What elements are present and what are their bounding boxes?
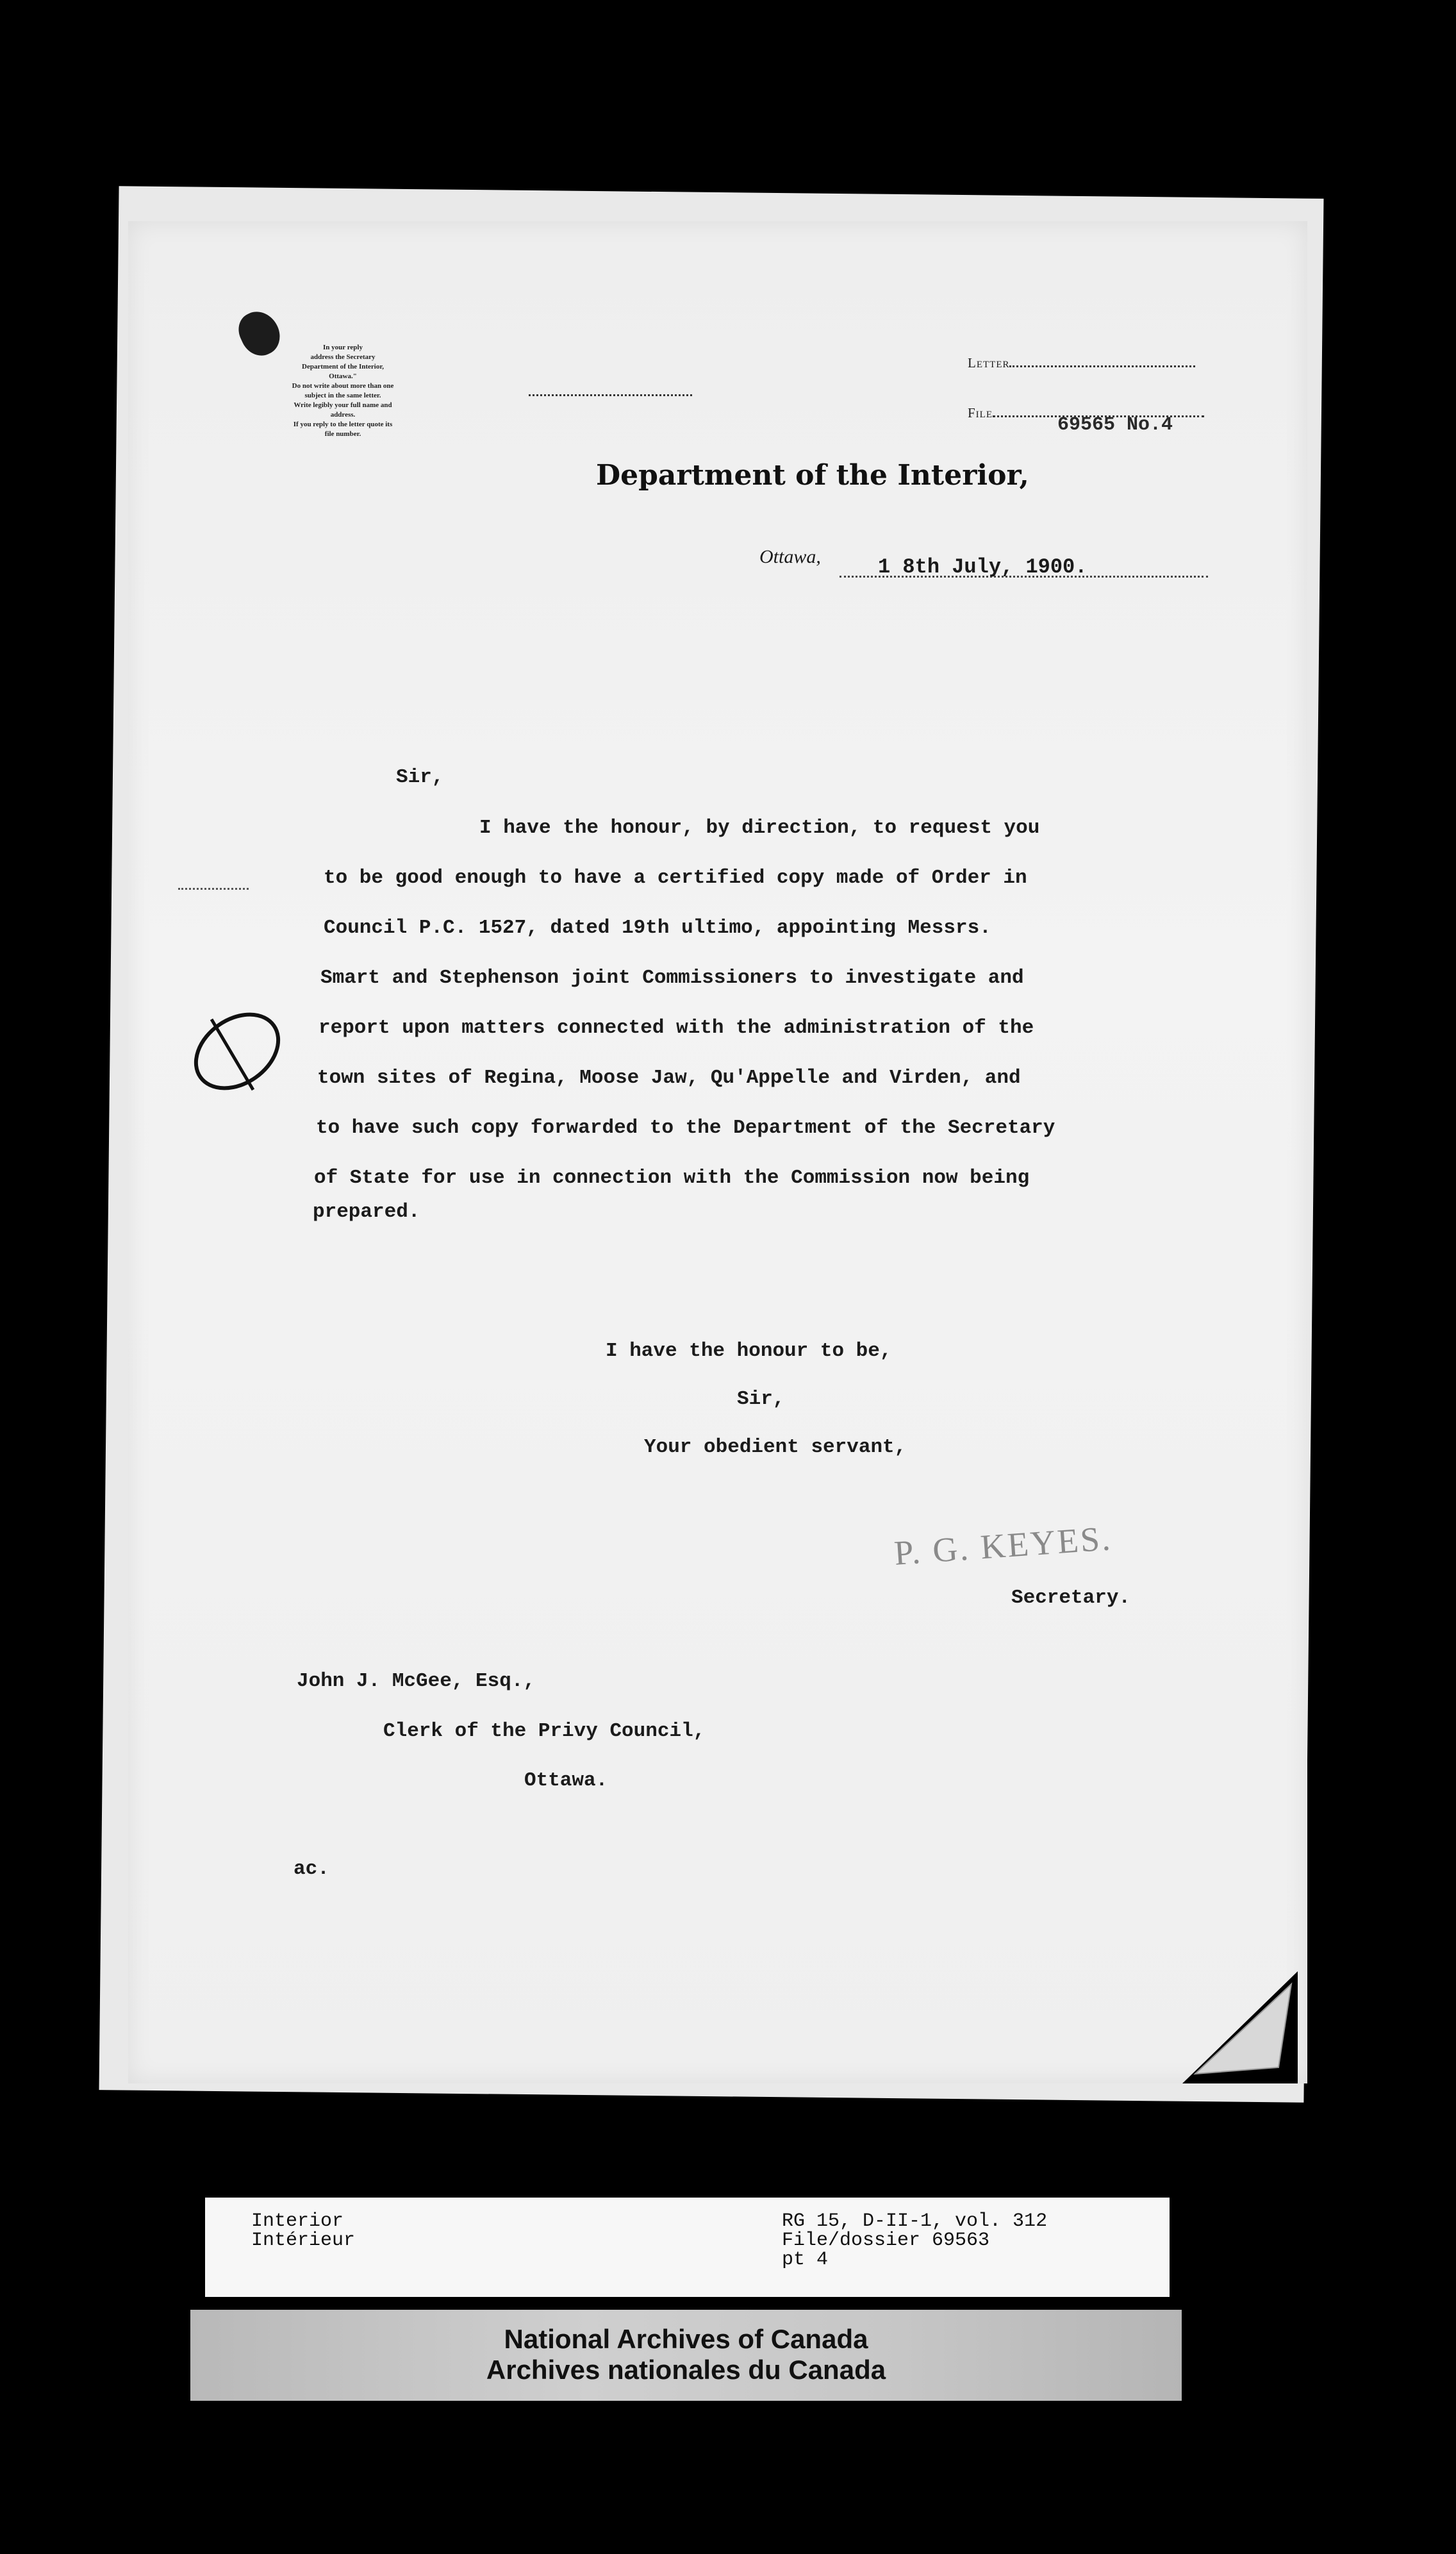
body-line: of State for use in connection with the Commission now being [314, 1167, 1030, 1189]
notice-line: address. [330, 411, 356, 419]
file-label: File [968, 405, 993, 421]
archive-reference-label [205, 2198, 1170, 2297]
institution-label [190, 2310, 1182, 2401]
city: Ottawa, [759, 546, 821, 567]
letter-field [968, 354, 1195, 371]
signer-title: Secretary. [1011, 1587, 1131, 1609]
notice-line: address the Secretary [310, 353, 376, 361]
fonds-line: Interior [251, 2210, 344, 2232]
typist-initials: ac. [294, 1858, 329, 1880]
reference-line: pt 4 [782, 2249, 829, 2271]
reply-notice [253, 343, 433, 439]
place-date [759, 546, 821, 568]
notice-line: If you reply to the letter quote its [293, 421, 393, 428]
date: 1 8th July, 1900. [878, 555, 1088, 579]
notice-line: Ottawa." [329, 372, 357, 380]
folded-corner [1182, 1971, 1298, 2083]
fonds-line: Intérieur [251, 2230, 356, 2251]
notice-line: Write legibly your full name and [294, 401, 392, 409]
recipient-line: John J. McGee, Esq., [297, 1670, 536, 1692]
salutation: Sir, [396, 766, 444, 789]
closing-line: Sir, [737, 1388, 785, 1410]
letter-page [128, 221, 1307, 2083]
reference-line: RG 15, D-II-1, vol. 312 [782, 2210, 1048, 2232]
notice-line: Department of the Interior, [302, 363, 384, 371]
notice-line: file number. [324, 430, 361, 438]
body-line: report upon matters connected with the administration of the [318, 1017, 1034, 1039]
institution-french: Archives nationales du Canada [486, 2355, 886, 2385]
body-line: to be good enough to have a certified copy made of Order in [324, 867, 1027, 889]
body-line: prepared. [313, 1201, 420, 1223]
signature-stamp: P. G. KEYES. [893, 1519, 1114, 1573]
body-line: to have such copy forwarded to the Department of the Secretary [316, 1117, 1055, 1139]
blank-line [529, 394, 692, 396]
circled-mark [183, 1000, 292, 1109]
notice-line: Do not write about more than one [292, 382, 394, 390]
notice-line: subject in the same letter. [304, 392, 381, 399]
closing-line: Your obedient servant, [644, 1436, 907, 1458]
body-line: Smart and Stephenson joint Commissioners to investigate and [320, 967, 1024, 989]
department-heading: Department of the Interior, [596, 459, 1029, 492]
file-number: 69565 No.4 [1057, 414, 1173, 436]
recipient-line: Ottawa. [524, 1769, 608, 1792]
fonds-name [251, 2212, 355, 2250]
institution-english: National Archives of Canada [504, 2324, 868, 2354]
body-line: Council P.C. 1527, dated 19th ultimo, appointing Messrs. [324, 917, 991, 939]
letter-label: Letter [968, 355, 1010, 371]
body-line: I have the honour, by direction, to request you [479, 817, 1040, 839]
margin-mark [178, 888, 249, 890]
letter-dots [1009, 354, 1195, 367]
recipient-line: Clerk of the Privy Council, [383, 1720, 706, 1742]
closing-line: I have the honour to be, [606, 1340, 892, 1362]
reference-code [782, 2212, 1047, 2269]
reference-line: File/dossier 69563 [782, 2230, 990, 2251]
notice-line: In your reply [323, 344, 363, 351]
body-line: town sites of Regina, Moose Jaw, Qu'Appelle and Virden, and [317, 1067, 1021, 1089]
